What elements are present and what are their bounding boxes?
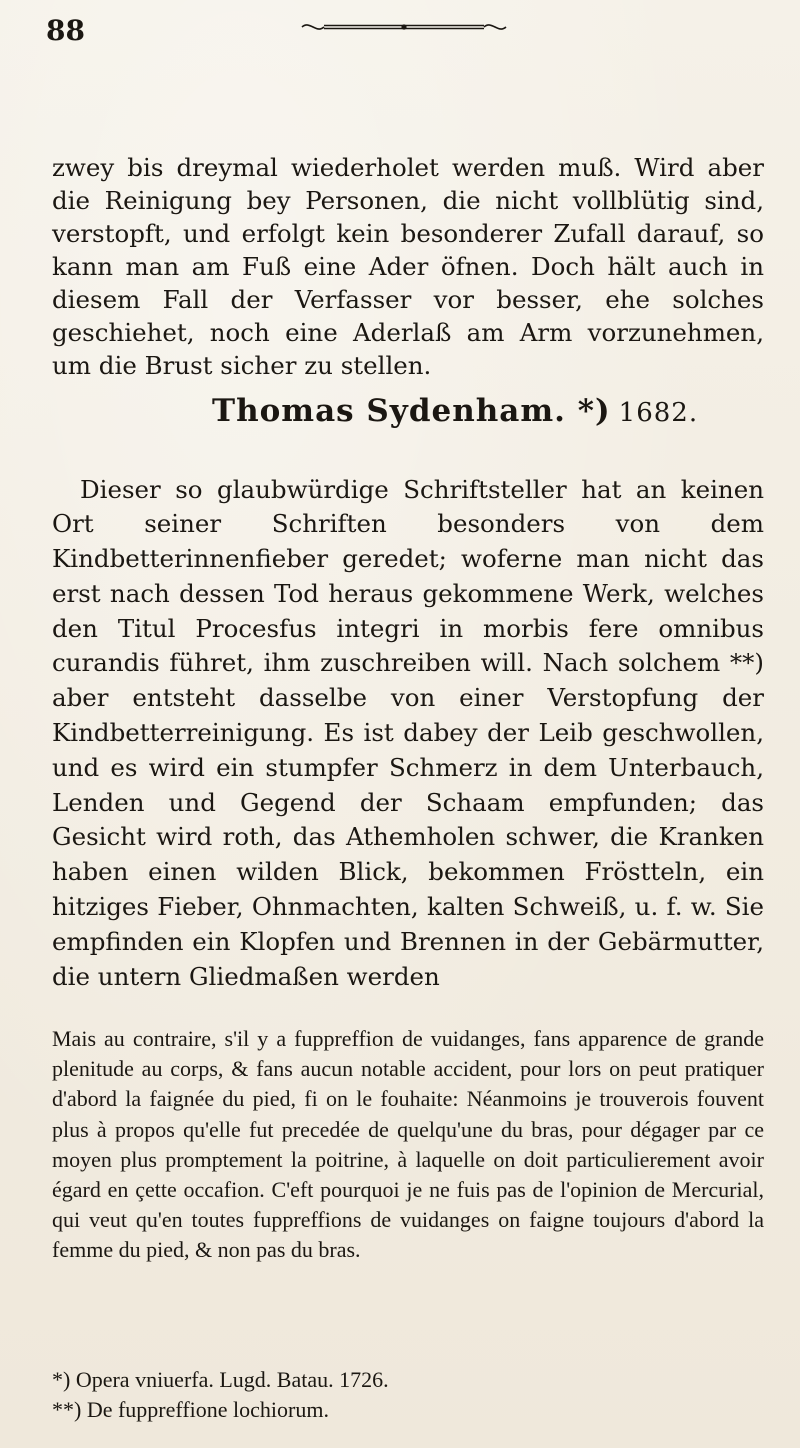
header-ornament [298,20,510,34]
german-paragraph-sydenham: Dieser so glaubwürdige Schriftsteller hat an keinen Ort seiner Schriften besonders von dem Kindbetterinnenfieber geredet; woferne man nicht das erst nach dessen Tod heraus gekommene Werk, welches den Titul Procesfus integri in morbis fere omnibus curandis führet, ihm zuschreiben will. Nach solchem **) aber entsteht dasselbe von einer Verstopfung der Kindbetterreinigung. Es ist dabey der Leib geschwollen, und es wird ein stumpfer Schmerz in dem Unterbauch, Lenden und Gegend der Schaam empfunden; das Gesicht wird roth, das Athemholen schwer, die Kranken haben einen wilden Blick, bekommen Fröstteln, ein hitziges Fieber, Ohnmachten, kalten Schweiß, u. f. w. Sie empfinden ein Klopfen und Brennen in der Gebärmutter, die untern Gliedmaßen werden [52,474,764,991]
french-quotation: Mais au contraire, s'il y a fuppreffion de vuidanges, fans apparence de grande plenitude au corps, & fans aucun notable accident, pour lors on peut pratiquer d'abord la faignée du pied, fi on le fouhaite: Néanmoins je trouverois fouvent plus à propos qu'elle fut precedée de quelqu'une du bras, pour dégager par ce moyen plus promptement la poitrine, à laquelle on doit particulierement avoir égard en çette occafion. C'eft pourquoi je ne fuis pas de l'opinion de Mercurial, qui veut qu'en toutes fuppreffions de vuidanges on faigne toujours d'abord la femme du pied, & non pas du bras. [52,1026,764,1263]
ornament-rule-icon [298,20,510,34]
footnote-2: **) De fuppreffione lochiorum. [52,1397,329,1422]
footnotes [52,1365,764,1425]
german-paragraph-continued: zwey bis dreymal wiederholet werden muß. Wird aber die Reinigung bey Personen, die nicht vollblütig sind, verstopft, und erfolgt kein besonderer Zufall darauf, so kann man am Fuß eine Ader öfnen. Doch hält auch in diesem Fall der Verfasser vor besser, ehe solches geschiehet, noch eine Aderlaß am Arm vorzunehmen, um die Brust sicher zu stellen. [52,152,764,380]
heading-year: 1682. [618,398,699,428]
section-heading [212,393,699,429]
page-number: 88 [46,14,85,47]
footnote-1: *) Opera vniuerfa. Lugd. Batau. 1726. [52,1367,389,1392]
heading-author: Thomas Sydenham. *) [212,393,611,429]
